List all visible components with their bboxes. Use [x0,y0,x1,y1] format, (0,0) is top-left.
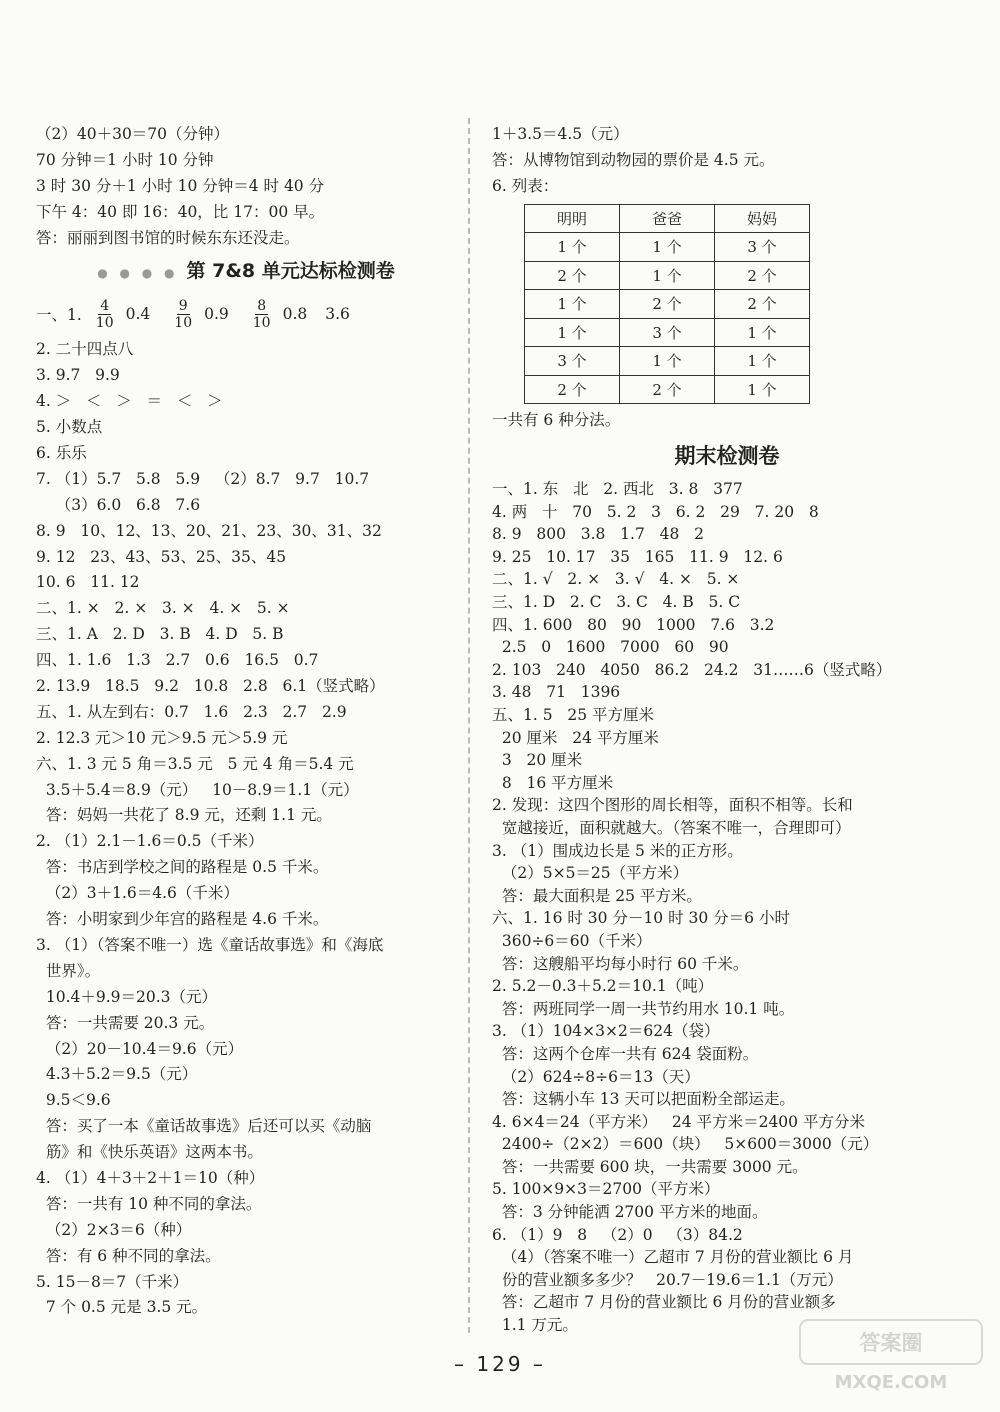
table-cell: 1 个 [715,347,810,376]
answer-line: 8. 9 10、12、13、20、21、23、30、31、32 [36,521,382,540]
answer-line: （2）3＋1.6＝4.6（千米） [36,884,239,903]
answer-line: 6. 列表： [492,176,559,195]
watermark-title: 答案圈 [859,1331,923,1355]
page-number: – 129 – [454,1352,546,1376]
table-cell: 1 个 [525,318,620,347]
left-answer-list [36,337,456,1321]
answer-line: 答：一共需要 600 块，一共需要 3000 元。 [492,1157,808,1176]
answer-line: 下午 4：40 即 16：40，比 17：00 早。 [36,202,325,221]
decimal-value: 0.9 [204,305,229,324]
fraction-answer-line [36,291,456,337]
table-cell: 2 个 [715,261,810,290]
answer-line: 3 20 厘米 [492,751,583,770]
answer-line: 20 厘米 24 平方厘米 [492,728,659,747]
answer-line: 答：乙超市 7 月份的营业额比 6 月份的营业额多 [492,1293,836,1312]
fraction: $\frac{8}{10}$ [252,297,271,331]
fraction: $\frac{9}{10}$ [174,297,193,331]
answer-line: 3. 48 71 1396 [492,683,621,702]
table-row [525,375,810,404]
table-row [525,318,810,347]
answer-line: 4. 两 十 70 5. 2 3 6. 2 29 7. 20 8 [492,502,819,521]
answer-line: 2. 103 240 4050 86.2 24.2 31……6（竖式略） [492,660,892,679]
answer-line: 答：妈妈一共花了 8.9 元，还剩 1.1 元。 [36,806,332,825]
table-row [525,290,810,319]
answer-line: 3. （1）104×3×2＝624（袋） [492,1022,720,1041]
question-number: 一、1. [36,306,82,325]
answer-line: 答：小明家到少年宫的路程是 4.6 千米。 [36,910,329,929]
left-top-block [36,122,456,251]
table-header-cell: 妈妈 [715,204,810,233]
right-answer-list [492,478,962,1337]
answer-line: 10.4＋9.9＝20.3（元） [36,987,218,1006]
answer-line: 4. （1）4＋3＋2＋1＝10（种） [36,1168,265,1187]
answer-line: （3）6.0 6.8 7.6 [36,495,201,514]
column-divider [468,118,470,1333]
answer-line: 1.1 万元。 [492,1316,578,1335]
table-header-cell: 明明 [525,204,620,233]
answer-line: 四、1. 600 80 90 1000 7.6 3.2 [492,615,775,634]
table-cell: 1 个 [620,347,715,376]
table-cell: 2 个 [620,290,715,319]
answer-line: 10. 6 11. 12 [36,573,140,592]
decimal-value: 0.8 [282,305,308,324]
decorative-dots-icon: ● ● ● ● [97,266,179,281]
distribution-table [524,204,810,405]
answer-line: 360÷6＝60（千米） [492,931,652,950]
right-top-block [492,122,962,200]
table-cell: 2 个 [525,261,620,290]
answer-line: 2. 二十四点八 [36,340,134,359]
answer-line: 5. 15－8＝7（千米） [36,1272,189,1291]
decimal-value: 3.6 [325,305,350,324]
answer-line: 7. （1）5.7 5.8 5.9 （2）8.7 9.7 10.7 [36,469,370,488]
answer-line: （2）20－10.4＝9.6（元） [36,1039,244,1058]
answer-line: 8 16 平方厘米 [492,773,614,792]
answer-line: 答：买了一本《童话故事选》后还可以买《动脑 [36,1117,372,1136]
section-heading-final-exam: 期末检测卷 [674,444,780,469]
answer-line: 答：这辆小车 13 天可以把面粉全部运走。 [492,1090,795,1109]
table-cell: 1 个 [715,375,810,404]
answer-line: 六、1. 16 时 30 分－10 时 30 分＝6 小时 [492,909,790,928]
table-cell: 3 个 [525,347,620,376]
answer-line: 答：丽丽到图书馆的时候东东还没走。 [36,228,300,247]
table-cell: 2 个 [715,290,810,319]
answer-line: 二、1. √ 2. × 3. √ 4. × 5. × [492,570,740,589]
answer-line: 三、1. D 2. C 3. C 4. B 5. C [492,593,741,612]
answer-line: 答：3 分钟能洒 2700 平方米的地面。 [492,1203,768,1222]
answer-line: 6. （1）9 8 （2）0 （3）84.2 [492,1225,743,1244]
answer-line: （2）2×3＝6（种） [36,1220,192,1239]
answer-line: 3. 9.7 9.9 [36,366,120,385]
answer-line: 6. 乐乐 [36,444,87,463]
answer-line: 2. 13.9 18.5 9.2 10.8 2.8 6.1（竖式略） [36,677,385,696]
answer-line: 4. 6×4＝24（平方米） 24 平方米＝2400 平方分米 [492,1112,865,1131]
answer-line: 答：最大面积是 25 平方米。 [492,886,702,905]
answer-line: 5. 小数点 [36,418,103,437]
answer-line: 2400÷（2×2）＝600（块） 5×600＝3000（元） [492,1135,879,1154]
fraction: $\frac{4}{10}$ [95,297,114,331]
answer-line: 4. ＞ ＜ ＞ ＝ ＜ ＞ [36,392,223,411]
table-cell: 1 个 [525,290,620,319]
answer-line: （4）（答案不唯一）乙超市 7 月份的营业额比 6 月 [492,1248,854,1267]
answer-line: 答：一共需要 20.3 元。 [36,1013,215,1032]
table-cell: 1 个 [525,233,620,262]
table-row [525,261,810,290]
table-header-row [525,204,810,233]
section-heading-unit-7-8: ● ● ● ● 第 7&8 单元达标检测卷 [97,260,395,283]
answer-line: 70 分钟＝1 小时 10 分钟 [36,150,214,169]
answer-line: 答：从博物馆到动物园的票价是 4.5 元。 [492,150,775,169]
right-column [492,122,962,1337]
left-column [36,122,456,1321]
answer-line: 一、1. 东 北 2. 西北 3. 8 377 [492,480,743,499]
answer-line: 答：有 6 种不同的拿法。 [36,1246,221,1265]
answer-line: 答：这艘船平均每小时行 60 千米。 [492,954,749,973]
table-row [525,347,810,376]
answer-line: 份的营业额多多少？ 20.7－19.6＝1.1（万元） [492,1270,843,1289]
answer-line: 7 个 0.5 元是 3.5 元。 [36,1298,208,1317]
answer-line: 1＋3.5＝4.5（元） [492,125,629,143]
answer-line: 3.5＋5.4＝8.9（元） 10－8.9＝1.1（元） [36,780,359,799]
answer-line: 3 时 30 分＋1 小时 10 分钟＝4 时 40 分 [36,176,325,195]
table-cell: 2 个 [620,375,715,404]
watermark-logo-icon [796,1316,986,1396]
answer-line: 9. 12 23、43、53、25、35、45 [36,547,287,566]
table-cell: 1 个 [620,261,715,290]
answer-line: 2. 12.3 元＞10 元＞9.5 元＞5.9 元 [36,728,288,747]
table-note: 一共有 6 种分法。 [492,411,621,430]
answer-line: （2）40＋30＝70（分钟） [36,125,230,143]
decimal-value: 0.4 [125,305,151,324]
answer-line: （2）624÷8÷6＝13（天） [492,1067,700,1086]
answer-line: 2. （1）2.1－1.6＝0.5（千米） [36,832,264,851]
answer-line: 答：两班同学一周一共节约用水 10.1 吨。 [492,999,795,1018]
table-cell: 2 个 [525,375,620,404]
answer-line: 二、1. × 2. × 3. × 4. × 5. × [36,599,290,618]
answer-line: 8. 9 800 3.8 1.7 48 2 [492,525,704,544]
answer-line: 答：一共有 10 种不同的拿法。 [36,1194,262,1213]
watermark-url: MXQE.COM [834,1372,948,1393]
answer-line: 宽越接近，面积就越大。（答案不唯一，合理即可） [492,818,851,837]
answer-line: 三、1. A 2. D 3. B 4. D 5. B [36,625,284,644]
answer-line: 3. （1）（答案不唯一）选《童话故事选》和《海底 [36,935,384,954]
table-header-cell: 爸爸 [620,204,715,233]
table-cell: 3 个 [620,318,715,347]
answer-line: 2.5 0 1600 7000 60 90 [492,638,729,657]
answer-line: 筋》和《快乐英语》这两本书。 [36,1143,263,1162]
answer-line: 9.5＜9.6 [36,1091,111,1110]
answer-line: 五、1. 5 25 平方厘米 [492,706,655,724]
table-row [525,233,810,262]
answer-line: 3. （1）围成边长是 5 米的正方形。 [492,841,743,860]
answer-line: 五、1. 从左到右：0.7 1.6 2.3 2.7 2.9 [36,702,347,721]
table-cell: 1 个 [715,318,810,347]
answer-line: 答：书店到学校之间的路程是 0.5 千米。 [36,858,329,877]
table-cell: 3 个 [715,233,810,262]
answer-line: 世界》。 [36,961,101,980]
answer-line: 答：这两个仓库一共有 624 袋面粉。 [492,1044,759,1063]
answer-line: 2. 发现：这四个图形的周长相等，面积不相等。长和 [492,796,853,815]
answer-line: 2. 5.2－0.3＋5.2＝10.1（吨） [492,977,714,996]
answer-line: 六、1. 3 元 5 角＝3.5 元 5 元 4 角＝5.4 元 [36,754,354,773]
answer-line: 9. 25 10. 17 35 165 11. 9 12. 6 [492,547,783,566]
answer-line: 四、1. 1.6 1.3 2.7 0.6 16.5 0.7 [36,651,319,670]
answer-line: （2）5×5＝25（平方米） [492,864,689,883]
answer-line: 4.3＋5.2＝9.5（元） [36,1065,198,1084]
table-cell: 1 个 [620,233,715,262]
answer-line: 5. 100×9×3＝2700（平方米） [492,1180,720,1199]
